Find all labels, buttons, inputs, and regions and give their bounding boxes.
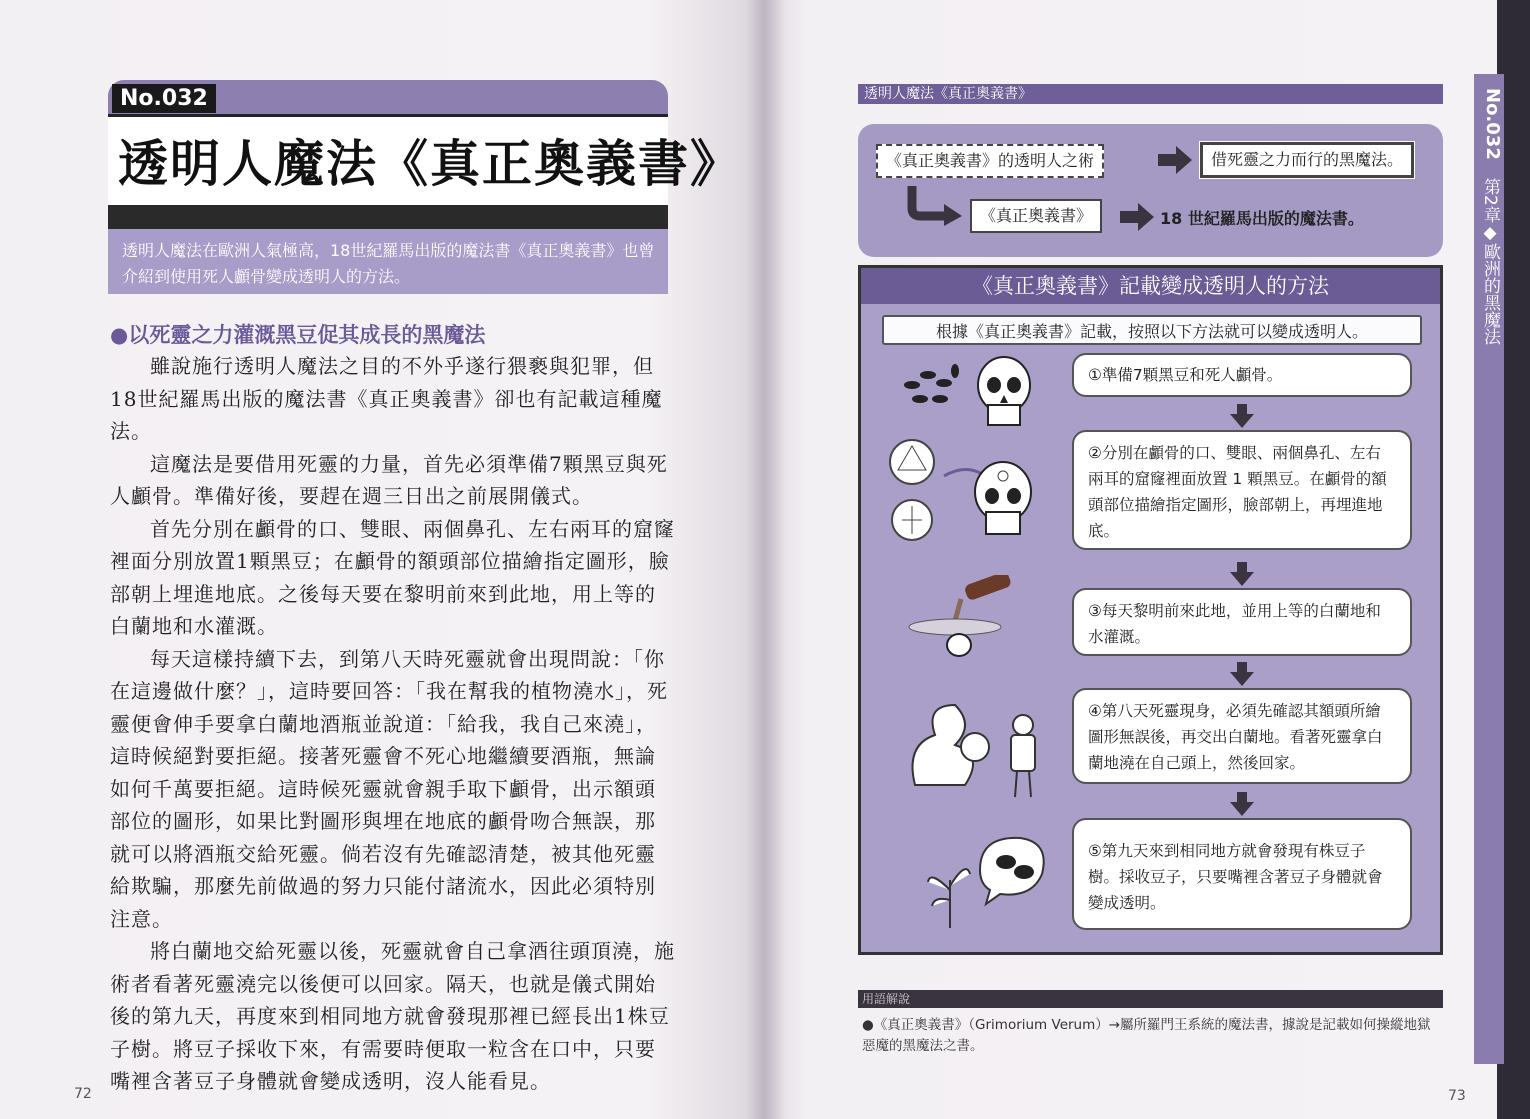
step-4: ④第八天死靈現身，必須先確認其額頭所繪圖形無誤後，再交出白蘭地。看著死靈拿白蘭地澆在自己頭上，然後回家。 bbox=[1072, 688, 1412, 784]
step-1: ①準備7顆黑豆和死人顱骨。 bbox=[1072, 353, 1412, 397]
down-arrow-icon bbox=[1230, 792, 1254, 816]
right-arrow-icon bbox=[1158, 146, 1194, 174]
method-intro-scroll: 根據《真正奧義書》記載，按照以下方法就可以變成透明人。 bbox=[882, 315, 1422, 345]
entry-number-tag: No.032 bbox=[112, 84, 216, 113]
beans-and-skull-illustration bbox=[900, 355, 1060, 435]
side-chapter-label: 第2章◆歐洲的黑魔法 bbox=[1480, 178, 1500, 345]
method-title: 《真正奧義書》記載變成透明人的方法 bbox=[972, 274, 1329, 298]
glossary-text: ●《真正奧義書》（Grimorium Verum）→屬所羅門王系統的魔法書，據說是記載如何操縱地獄惡魔的黑魔法之書。 bbox=[862, 1017, 1431, 1054]
book-description: 18 世紀羅馬出版的魔法書。 bbox=[1160, 209, 1364, 228]
down-arrow-icon bbox=[1230, 562, 1254, 586]
running-header: 透明人魔法《真正奧義書》 bbox=[864, 86, 1032, 102]
sigils-and-skull-illustration bbox=[888, 432, 1058, 552]
book-title-label: 《真正奧義書》 bbox=[970, 199, 1102, 233]
technique-label: 《真正奧義書》的透明人之術 bbox=[876, 144, 1104, 178]
summary-text: 透明人魔法在歐洲人氣極高，18世紀羅馬出版的魔法書《真正奧義書》也曾介紹到使用死人顱骨變成透明人的方法。 bbox=[122, 241, 655, 286]
side-entry-number: No.032 bbox=[1482, 88, 1503, 160]
paragraph: 將白蘭地交給死靈以後，死靈就會自己拿酒往頭頂澆，施術者看著死靈澆完以後便可以回家。隔天，也就是儀式開始後的第九天，再度來到相同地方就會發現那裡已經長出1株豆子樹。將豆子採收下來，有需要時便取一粒含在口中，只要嘴裡含著豆子身體就會變成透明，沒人能看見。 bbox=[110, 939, 675, 1093]
glossary-bar bbox=[858, 990, 1443, 1008]
down-arrow-icon bbox=[1230, 662, 1254, 686]
paragraph: 每天這樣持續下去，到第八天時死靈就會出現問說：「你在這邊做什麼？」，這時要回答：「我在幫我的植物澆水」，死靈便會伸手要拿白蘭地酒瓶並說道：「給我，我自己來澆」，這時候絕對要拒絕。接著死靈會不死心地繼續要酒瓶，無論如何千萬要拒絕。這時候死靈就會親手取下顱骨，出示額頭部位的圖形，如果比對圖形與埋在地底的顱骨吻合無誤，那就可以將酒瓶交給死靈。倘若沒有先確認清楚，被其他死靈給欺騙，那麼先前做過的努力只能付諸流水，因此必須特別注意。 bbox=[110, 646, 668, 931]
right-arrow-icon bbox=[1120, 203, 1156, 231]
body-text bbox=[110, 350, 676, 1098]
bean-tree-illustration bbox=[920, 830, 1060, 930]
page-number-right: 73 bbox=[1448, 1088, 1466, 1104]
paragraph: 首先分別在顱骨的口、雙眼、兩個鼻孔、左右兩耳的窟窿裡面分別放置1顆黑豆；在顱骨的額頭部位描繪指定圖形，臉部朝上埋進地底。之後每天要在黎明前來到此地，用上等的白蘭地和水灌溉。 bbox=[110, 516, 675, 638]
black-magic-label: 借死靈之力而行的黑魔法。 bbox=[1200, 142, 1414, 178]
bottle-watering-illustration bbox=[895, 575, 1055, 665]
page-title: 透明人魔法《真正奧義書》 bbox=[118, 135, 742, 193]
section-heading: ●以死靈之力灌溉黑豆促其成長的黑魔法 bbox=[110, 323, 486, 347]
down-arrow-icon bbox=[1230, 404, 1254, 428]
page-number-left: 72 bbox=[74, 1086, 92, 1102]
book-spine-shadow bbox=[745, 0, 785, 1119]
step-5: ⑤第九天來到相同地方就會發現有株豆子樹。採收豆子，只要嘴裡含著豆子身體就會變成透明。 bbox=[1072, 818, 1412, 930]
glossary-label: 用語解說 bbox=[862, 992, 911, 1006]
step-2: ②分別在顱骨的口、雙眼、兩個鼻孔、左右兩耳的窟窿裡面放置 1 顆黑豆。在顱骨的額頭部位描繪指定圖形，臉部朝上，再埋進地底。 bbox=[1072, 430, 1412, 550]
ghost-and-man-illustration bbox=[895, 685, 1055, 805]
paragraph: 這魔法是要借用死靈的力量，首先必須準備7顆黑豆與死人顱骨。準備好後，要趕在週三日出之前展開儀式。 bbox=[110, 451, 668, 508]
step-3: ③每天黎明前來此地，並用上等的白蘭地和水灌溉。 bbox=[1072, 588, 1412, 656]
paragraph: 雖說施行透明人魔法之目的不外乎遂行猥褻與犯罪，但18世紀羅馬出版的魔法書《真正奧義書》卻也有記載這種魔法。 bbox=[110, 354, 663, 443]
curved-arrow-icon bbox=[906, 186, 966, 226]
title-divider bbox=[108, 205, 668, 229]
